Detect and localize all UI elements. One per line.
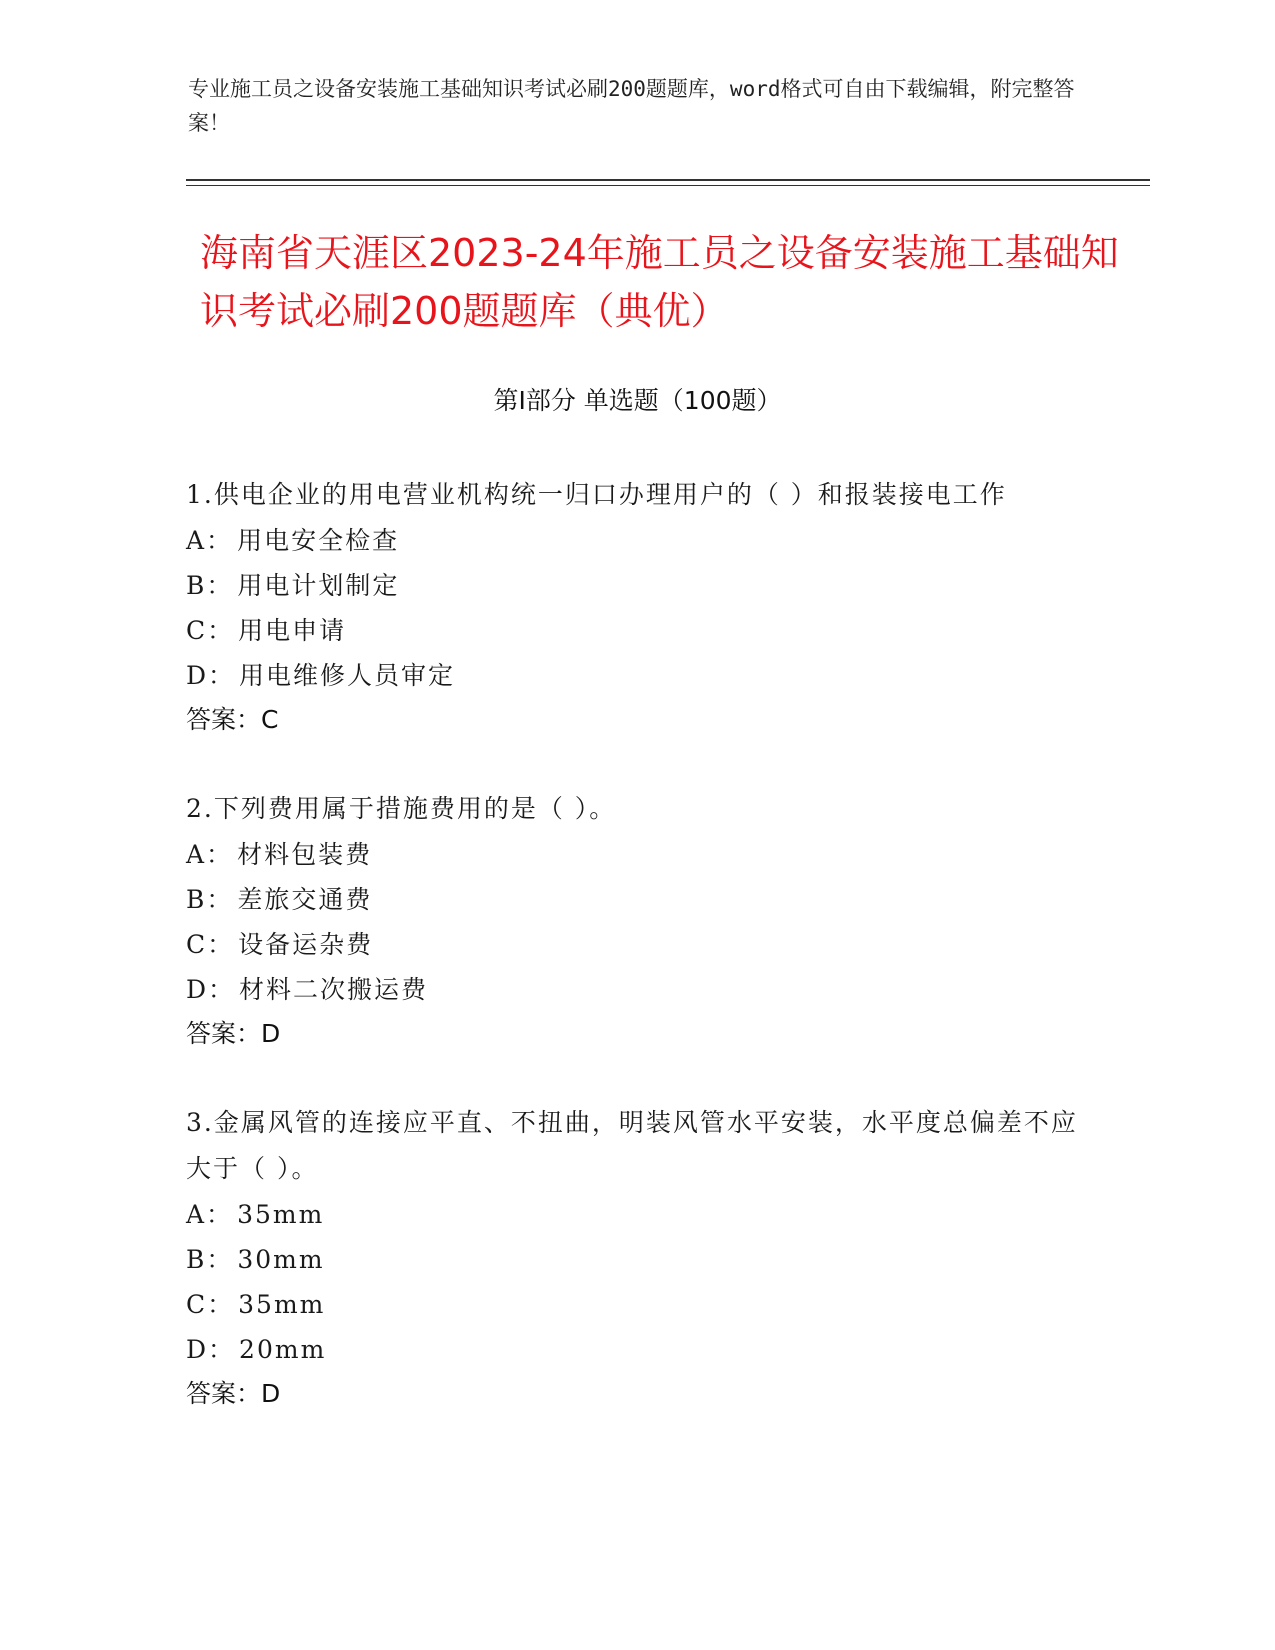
header-rule-thin	[186, 185, 1150, 186]
option-c	[186, 1282, 1086, 1327]
option-letter: A：	[186, 526, 234, 555]
option-d	[186, 653, 1086, 698]
option-text: 设备运杂费	[238, 930, 374, 959]
option-letter: D：	[186, 1335, 236, 1364]
document-title: 海南省天涯区2023-24年施工员之设备安装施工基础知识考试必刷200题题库（典优）	[200, 231, 1119, 333]
option-text: 材料包装费	[237, 840, 373, 869]
option-text: 35mm	[238, 1290, 326, 1319]
option-letter: B：	[186, 571, 234, 600]
option-a	[186, 518, 1086, 563]
answer: 答案：C	[186, 705, 279, 734]
option-c	[186, 922, 1086, 967]
option-text: 用电维修人员审定	[239, 661, 456, 690]
option-a	[186, 832, 1086, 877]
question-3	[186, 1100, 1086, 1416]
question-list	[186, 472, 1086, 1460]
option-d	[186, 967, 1086, 1012]
section-heading: 第Ⅰ部分 单选题（100题）	[493, 386, 782, 415]
option-b	[186, 877, 1086, 922]
option-letter: C：	[186, 930, 235, 959]
answer: 答案：D	[186, 1379, 281, 1408]
option-text: 材料二次搬运费	[239, 975, 429, 1004]
header-note: 专业施工员之设备安装施工基础知识考试必刷200题题库，word格式可自由下载编辑，附完整答案！	[188, 77, 1075, 135]
option-text: 用电计划制定	[237, 571, 400, 600]
option-b	[186, 1237, 1086, 1282]
option-letter: B：	[186, 1245, 234, 1274]
option-letter: A：	[186, 840, 234, 869]
question-2	[186, 786, 1086, 1056]
option-c	[186, 608, 1086, 653]
option-text: 30mm	[237, 1245, 325, 1274]
answer: 答案：D	[186, 1019, 281, 1048]
question-stem: 2.下列费用属于措施费用的是（ ）。	[186, 794, 617, 823]
option-text: 用电申请	[238, 616, 347, 645]
question-1	[186, 472, 1086, 742]
option-letter: D：	[186, 975, 236, 1004]
option-text: 20mm	[239, 1335, 327, 1364]
question-stem: 3.金属风管的连接应平直、不扭曲，明装风管水平安装，水平度总偏差不应大于（ ）。	[186, 1108, 1078, 1183]
option-d	[186, 1327, 1086, 1372]
option-letter: C：	[186, 616, 235, 645]
question-stem: 1.供电企业的用电营业机构统一归口办理用户的（ ）和报装接电工作	[186, 480, 1007, 509]
option-text: 35mm	[237, 1200, 325, 1229]
header-rule-thick	[186, 179, 1150, 181]
option-letter: C：	[186, 1290, 235, 1319]
option-letter: D：	[186, 661, 236, 690]
option-text: 差旅交通费	[237, 885, 373, 914]
option-b	[186, 563, 1086, 608]
option-letter: A：	[186, 1200, 234, 1229]
option-a	[186, 1192, 1086, 1237]
option-text: 用电安全检查	[237, 526, 400, 555]
option-letter: B：	[186, 885, 234, 914]
